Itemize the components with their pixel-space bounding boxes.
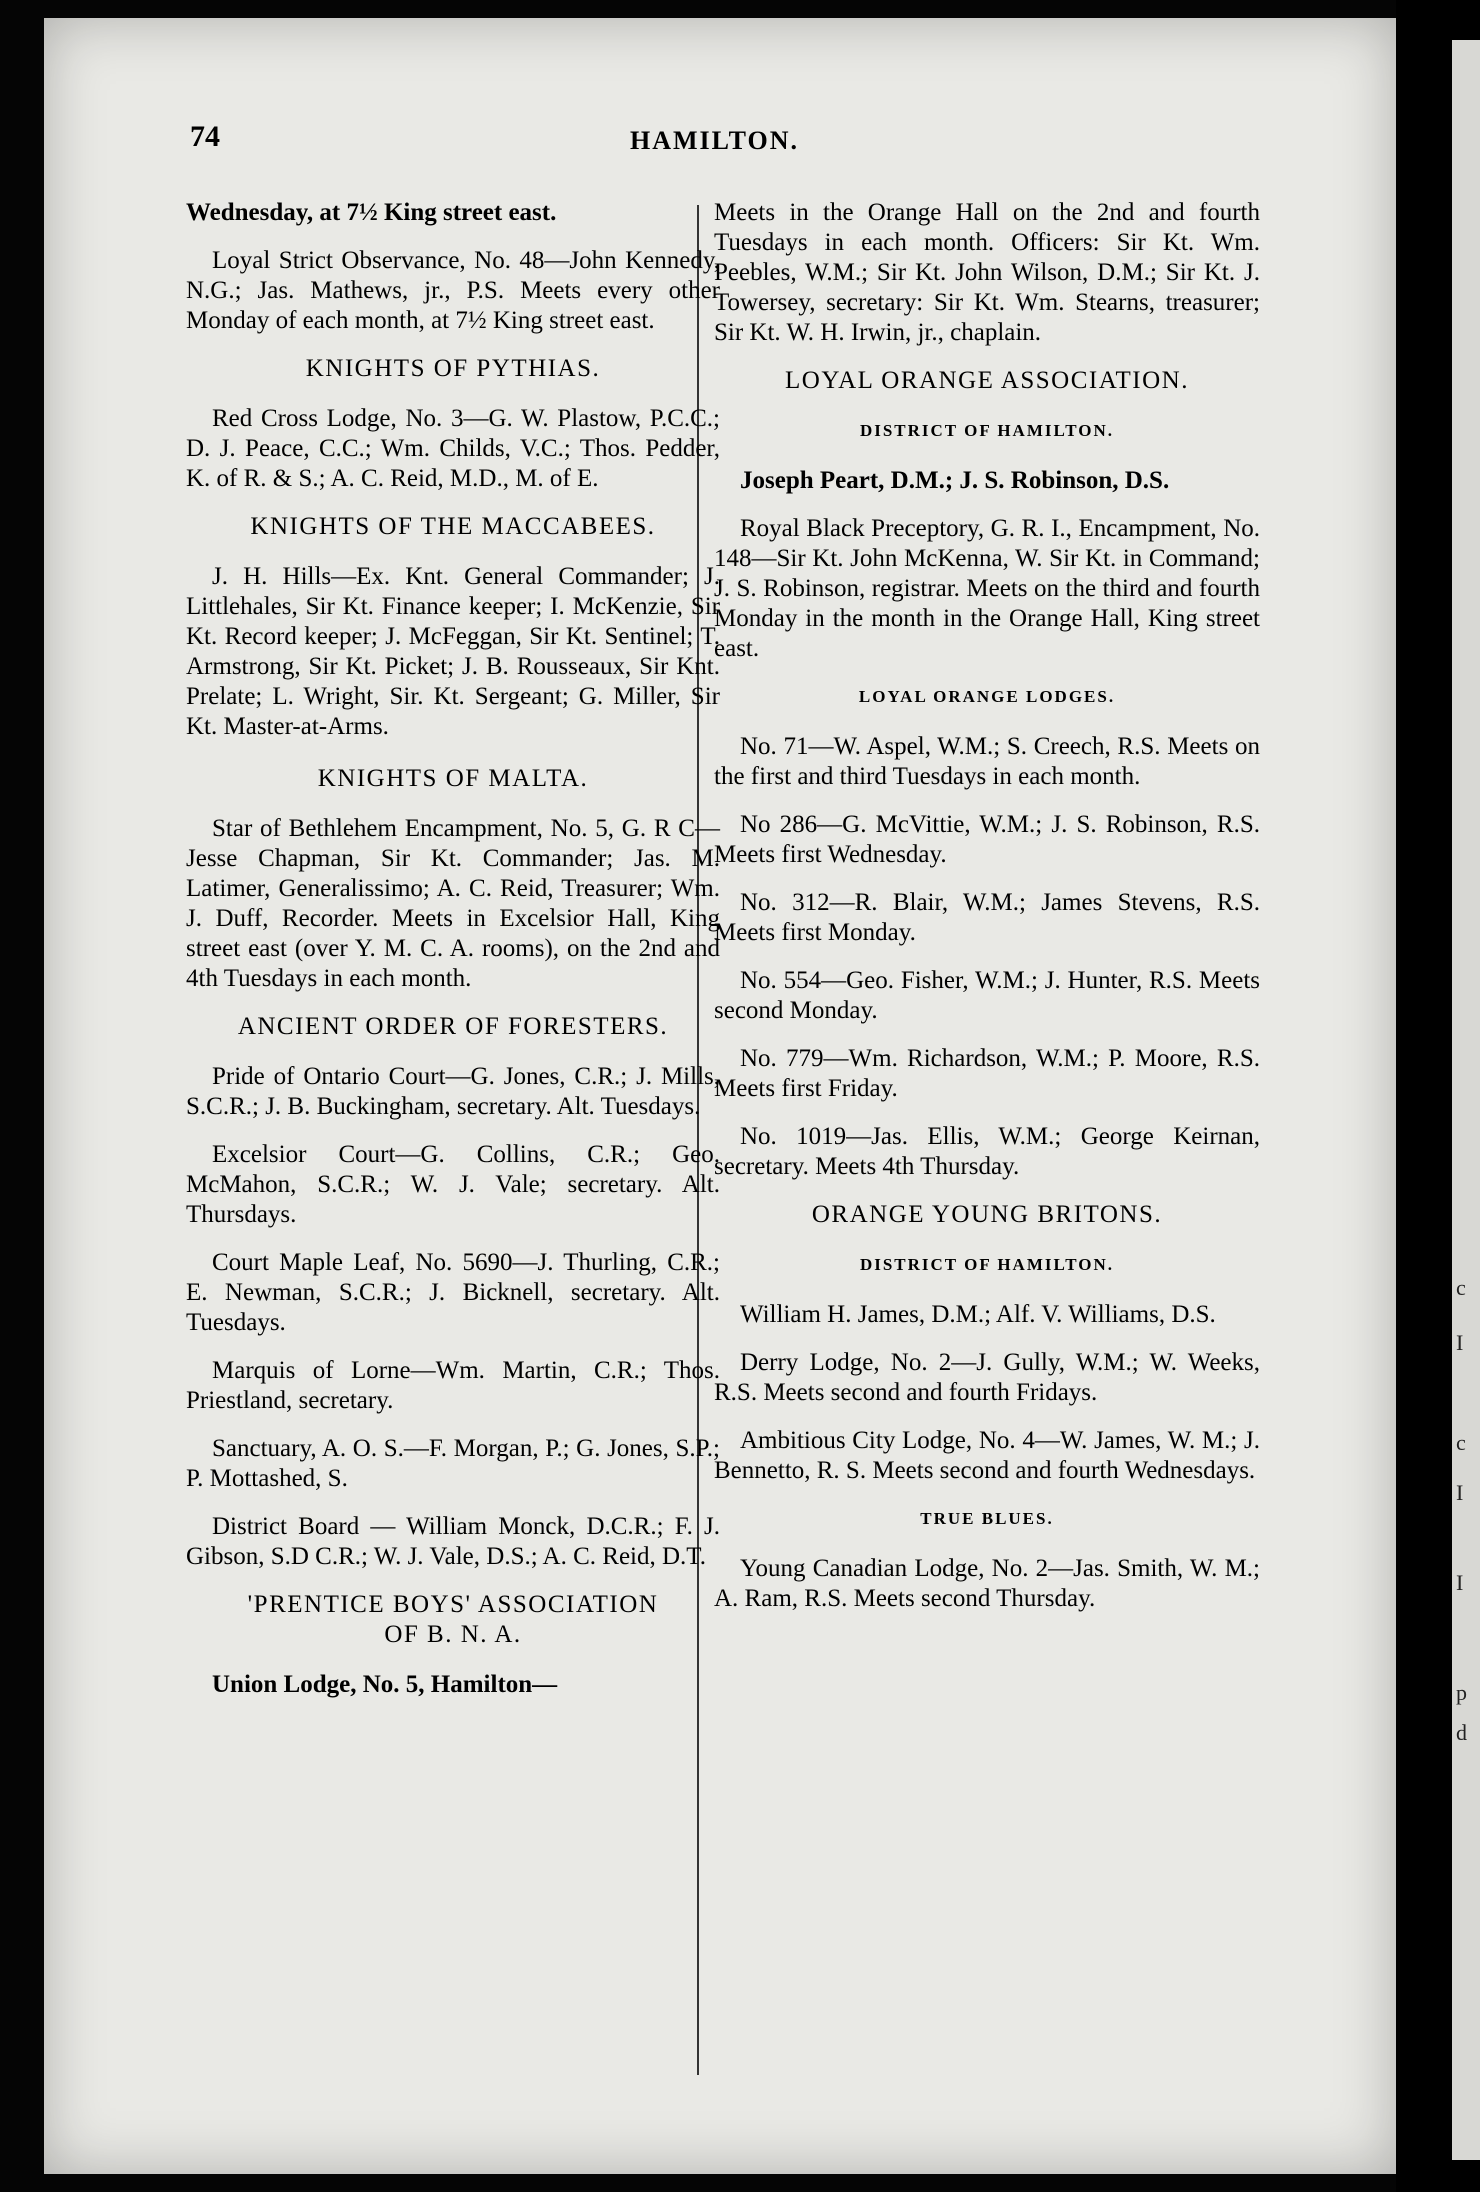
entry-union-lodge: Union Lodge, No. 5, Hamilton— [212, 1671, 558, 1698]
right-column [714, 198, 1260, 1632]
subheading-district-of-hamilton-2: DISTRICT OF HAMILTON. [859, 1255, 1115, 1274]
entry-lodge-554: No. 554—Geo. Fisher, W.M.; J. Hunter, R.S. Meets second Monday. [714, 967, 1260, 1024]
subheading-district-of-hamilton: DISTRICT OF HAMILTON. [859, 421, 1115, 440]
entry-derry-lodge: Derry Lodge, No. 2—J. Gully, W.M.; W. Weeks, R.S. Meets second and fourth Fridays. [714, 1349, 1260, 1406]
subheading-loyal-orange-lodges: LOYAL ORANGE LODGES. [858, 687, 1116, 706]
entry-lodge-71: No. 71—W. Aspel, W.M.; S. Creech, R.S. Meets on the first and third Tuesdays in each month. [714, 733, 1260, 790]
entry-sanctuary: Sanctuary, A. O. S.—F. Morgan, P.; G. Jones, S.P.; P. Mottashed, S. [186, 1435, 720, 1492]
edge-fragment: I [1456, 1330, 1464, 1355]
edge-fragment: d [1456, 1720, 1467, 1745]
edge-fragment: I [1456, 1480, 1464, 1505]
edge-fragment: c [1456, 1275, 1466, 1300]
entry-hills: J. H. Hills—Ex. Knt. General Commander; J. Littlehales, Sir Kt. Finance keeper; I. McKenzie, Sir Kt. Record keeper; J. McFeggan, Sir Kt. Sentinel; T. Armstrong, Sir Kt. Picket; J. B. Rousseaux, Sir Knt. Prelate; L. Wright, Sir. Kt. Sergeant; G. Miller, Sir Kt. Master-at-Arms. [186, 563, 720, 740]
entry-red-cross-lodge: Red Cross Lodge, No. 3—G. W. Plastow, P.C.C.; D. J. Peace, C.C.; Wm. Childs, V.C.; Thos. Pedder, K. of R. & S.; A. C. Reid, M.D., M. of E. [186, 405, 720, 492]
entry-excelsior-court: Excelsior Court—G. Collins, C.R.; Geo. McMahon, S.C.R.; W. J. Vale; secretary. Alt. Thursdays. [186, 1141, 720, 1228]
heading-loyal-orange-association: LOYAL ORANGE ASSOCIATION. [785, 367, 1189, 394]
entry-meets-orange-hall: Meets in the Orange Hall on the 2nd and fourth Tuesdays in each month. Officers: Sir Kt. Wm. Peebles, W.M.; Sir Kt. John Wilson, D.M.; Sir Kt. J. Towersey, secretary: Sir Kt. Wm. Stearns, treasurer; Sir Kt. W. H. Irwin, jr., chaplain. [714, 199, 1260, 346]
entry-lodge-779: No. 779—Wm. Richardson, W.M.; P. Moore, R.S. Meets first Friday. [714, 1045, 1260, 1102]
entry-william-h-james: William H. James, D.M.; Alf. V. Williams, D.S. [740, 1301, 1216, 1328]
page-number: 74 [190, 120, 220, 153]
entry-court-maple-leaf: Court Maple Leaf, No. 5690—J. Thurling, C.R.; E. Newman, S.C.R.; J. Bicknell, secretary. Alt. Tuesdays. [186, 1249, 720, 1336]
entry-young-canadian-lodge: Young Canadian Lodge, No. 2—Jas. Smith, W. M.; A. Ram, R.S. Meets second Thursday. [714, 1555, 1260, 1612]
entry-lodge-286: No 286—G. McVittie, W.M.; J. S. Robinson, R.S. Meets first Wednesday. [714, 811, 1260, 868]
heading-ancient-order-of-foresters: ANCIENT ORDER OF FORESTERS. [237, 1013, 669, 1040]
heading-knights-of-malta: KNIGHTS OF MALTA. [317, 765, 589, 792]
entry-pride-of-ontario: Pride of Ontario Court—G. Jones, C.R.; J. Mills, S.C.R.; J. B. Buckingham, secretary. Alt. Tuesdays. [186, 1063, 720, 1120]
heading-prentice-boys-bna: OF B. N. A. [384, 1621, 522, 1648]
entry-star-of-bethlehem: Star of Bethlehem Encampment, No. 5, G. R C—Jesse Chapman, Sir Kt. Commander; Jas. M. Latimer, Generalissimo; A. C. Reid, Treasurer; Wm. J. Duff, Recorder. Meets in Excelsior Hall, King street east (over Y. M. C. A. rooms), on the 2nd and 4th Tuesdays in each month. [186, 815, 720, 992]
heading-knights-of-the-maccabees: KNIGHTS OF THE MACCABEES. [250, 513, 656, 540]
entry-loyal-strict-observance: Loyal Strict Observance, No. 48—John Kennedy, N.G.; Jas. Mathews, jr., P.S. Meets every other Monday of each month, at 7½ King street east. [186, 247, 720, 334]
entry-wednesday: Wednesday, at 7½ King street east. [186, 199, 557, 226]
subheading-true-blues: TRUE BLUES. [920, 1509, 1054, 1528]
heading-prentice-boys: 'PRENTICE BOYS' ASSOCIATION [247, 1591, 659, 1618]
adjacent-page-edge [1452, 40, 1480, 2160]
heading-orange-young-britons: ORANGE YOUNG BRITONS. [811, 1201, 1163, 1228]
edge-fragment: c [1456, 1430, 1466, 1455]
entry-royal-black-preceptory: Royal Black Preceptory, G. R. I., Encampment, No. 148—Sir Kt. John McKenna, W. Sir Kt. in Command; J. S. Robinson, registrar. Meets on the third and fourth Monday in the month in the Orange Hall, King street east. [714, 515, 1260, 662]
entry-district-board: District Board — William Monck, D.C.R.; F. J. Gibson, S.D C.R.; W. J. Vale, D.S.; A. C. Reid, D.T. [186, 1513, 720, 1570]
entry-joseph-peart: Joseph Peart, D.M.; J. S. Robinson, D.S. [740, 467, 1170, 494]
entry-lodge-312: No. 312—R. Blair, W.M.; James Stevens, R.S. Meets first Monday. [714, 889, 1260, 946]
left-column [186, 198, 720, 1718]
edge-fragment: I [1456, 1570, 1464, 1595]
entry-lodge-1019: No. 1019—Jas. Ellis, W.M.; George Keirnan, secretary. Meets 4th Thursday. [714, 1123, 1260, 1180]
running-head: HAMILTON. [630, 126, 799, 155]
entry-marquis-of-lorne: Marquis of Lorne—Wm. Martin, C.R.; Thos. Priestland, secretary. [186, 1357, 720, 1414]
edge-fragment: p [1456, 1680, 1467, 1705]
entry-ambitious-city-lodge: Ambitious City Lodge, No. 4—W. James, W. M.; J. Bennetto, R. S. Meets second and fourth Wednesdays. [714, 1427, 1260, 1484]
heading-knights-of-pythias: KNIGHTS OF PYTHIAS. [305, 355, 601, 382]
